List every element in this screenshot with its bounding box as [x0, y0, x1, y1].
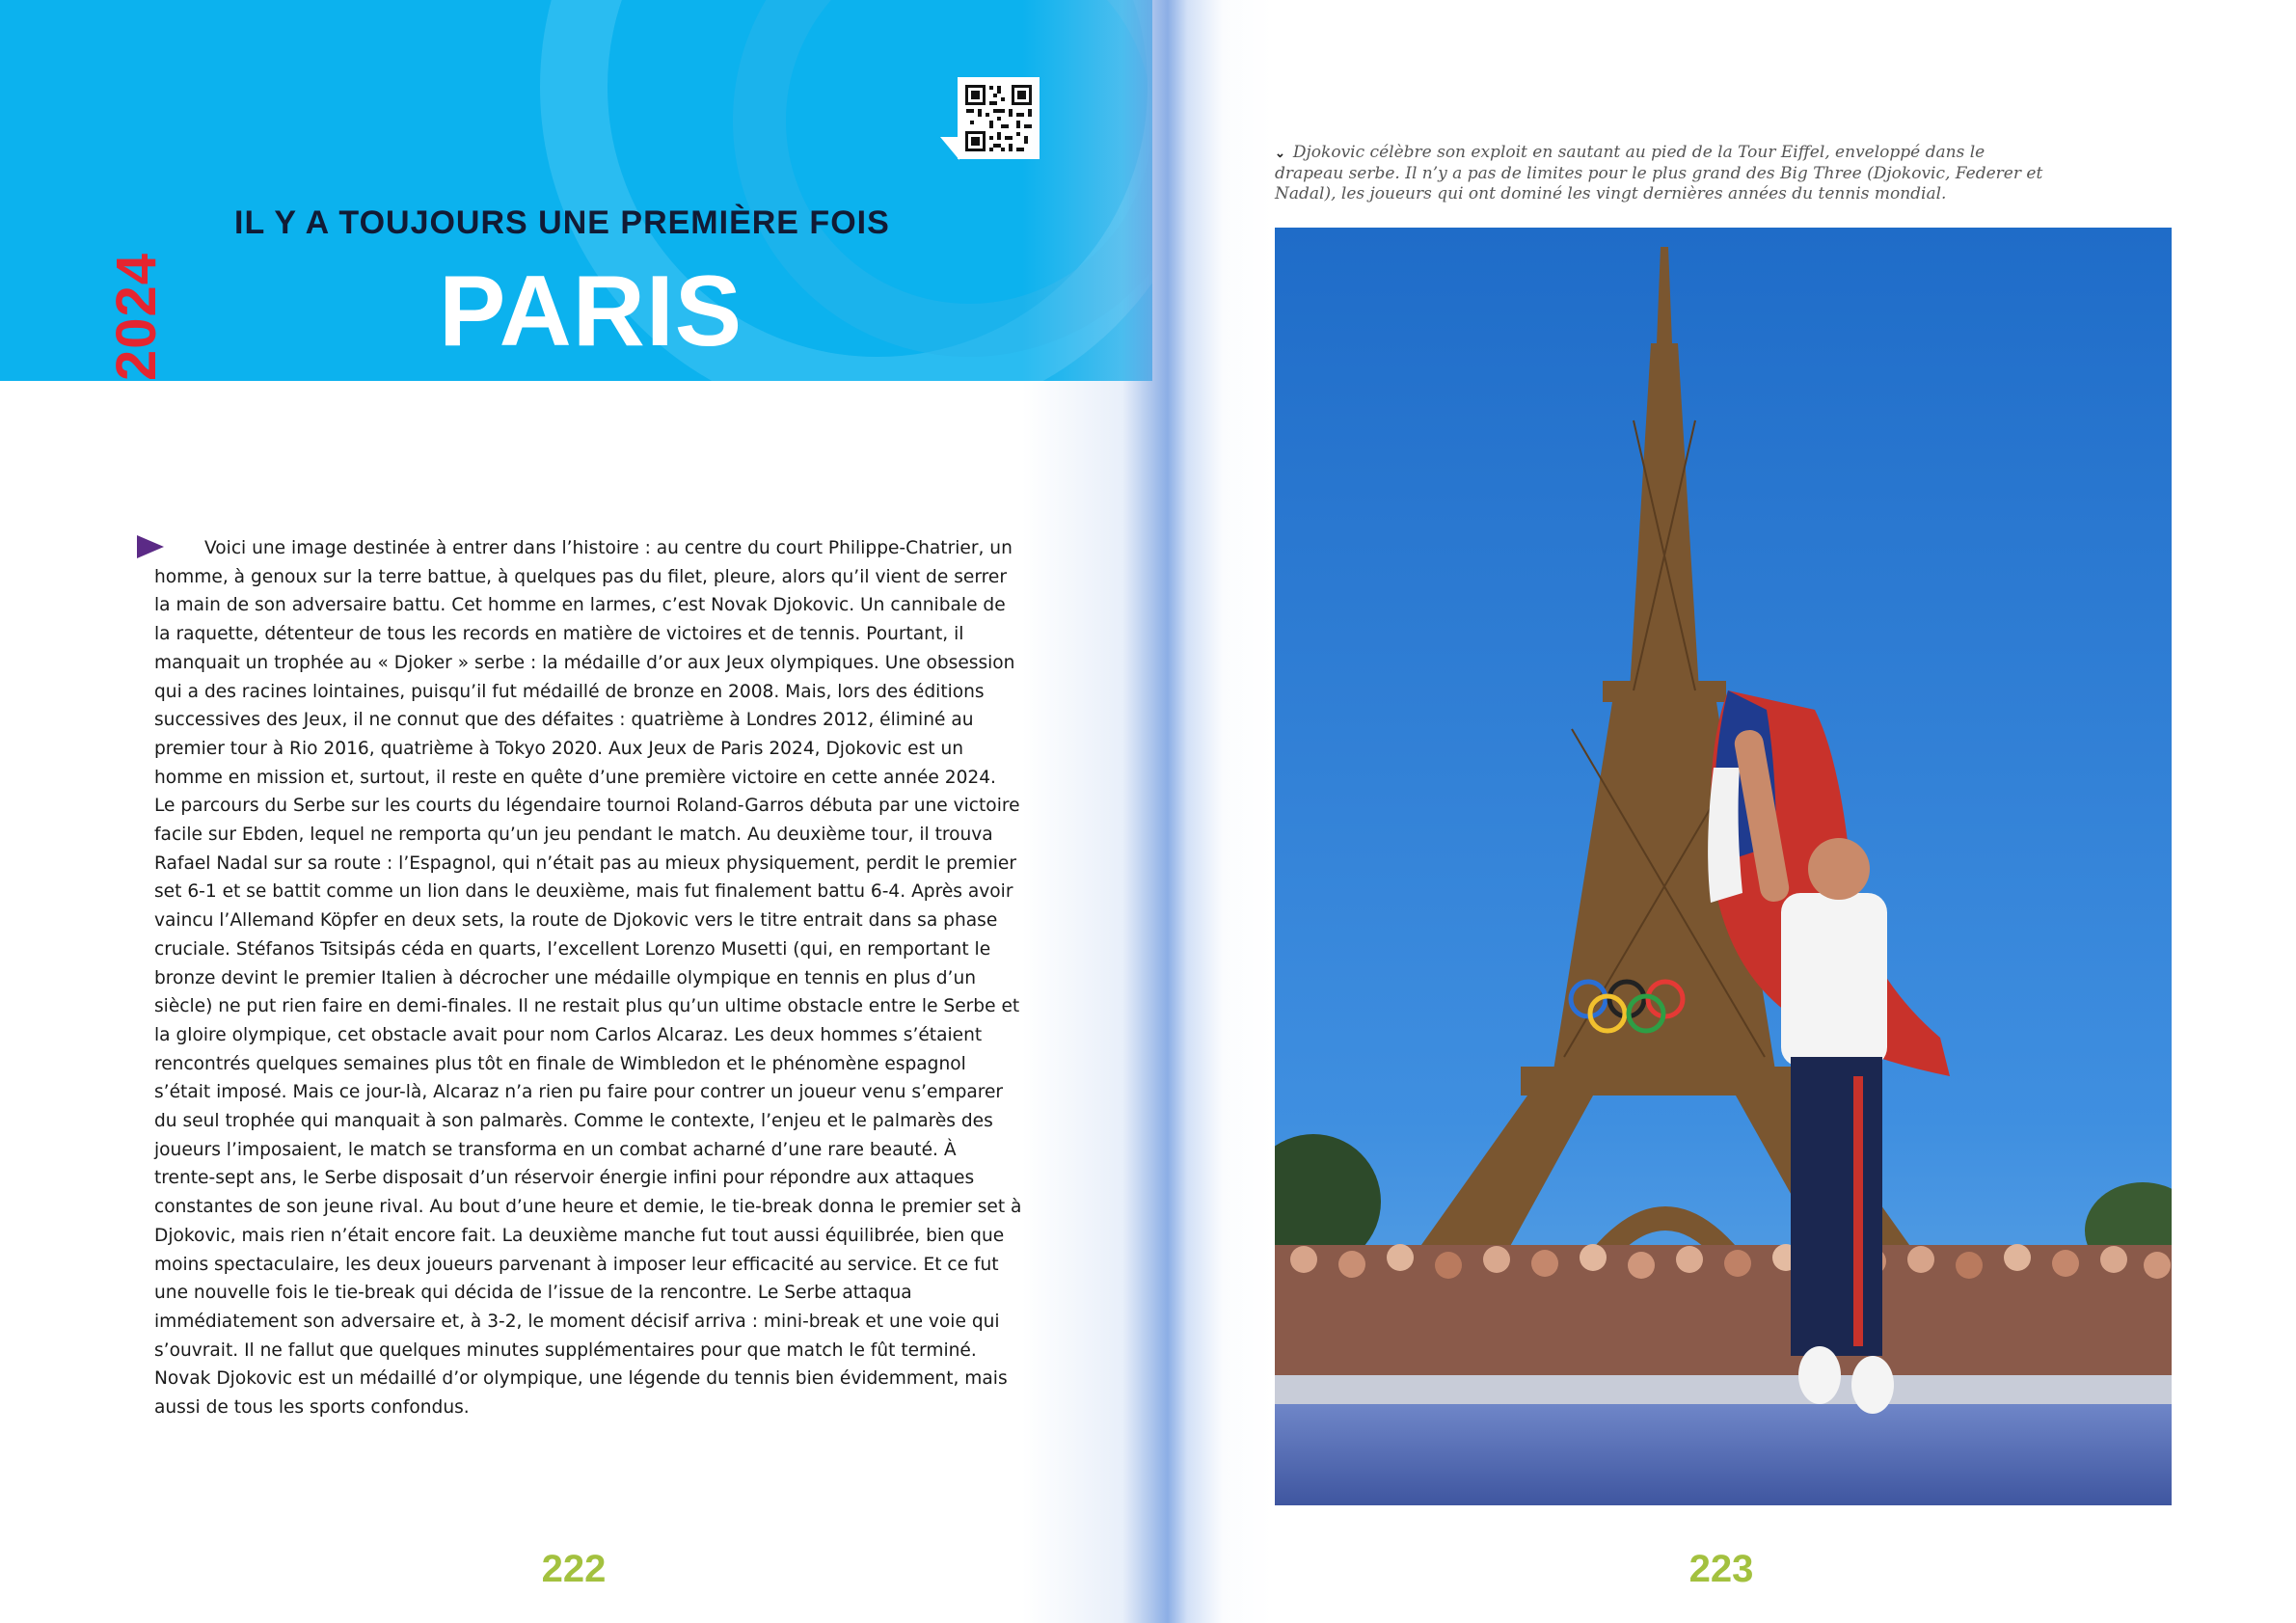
trousers	[1791, 1057, 1882, 1356]
flag-white	[1708, 768, 1742, 903]
barrier	[1275, 1375, 2172, 1404]
year-label: 2024	[105, 252, 168, 381]
shoe	[1798, 1346, 1841, 1404]
shoe	[1851, 1356, 1894, 1414]
photo-eiffel-djokovic	[1275, 228, 2172, 1505]
trouser-stripe	[1853, 1076, 1863, 1346]
chevron-down-icon: ⌄	[1275, 147, 1285, 161]
page-number-right: 223	[1688, 1548, 1754, 1590]
qr-speech-tail	[940, 137, 959, 160]
shirt	[1781, 893, 1887, 1067]
page-number-left: 222	[541, 1548, 607, 1590]
page-title: PARIS	[439, 256, 743, 367]
head	[1808, 838, 1870, 900]
photo-illustration	[1275, 228, 2172, 1505]
qr-code-graphic	[958, 77, 1040, 159]
photo-caption-text: Djokovic célèbre son exploit en sautant au pied de la Tour Eiffel, enveloppé dans le drapeau serbe. Il n’y a pas de limites pour le plus grand des Big Three (Djokovic, Federer et Nadal), les joueurs qui ont dominé les vingt dernières années du tennis mondial.	[1275, 143, 2043, 203]
article-body-text: Voici une image destinée à entrer dans l’histoire : au centre du court Philippe-Chatrier, un homme, à genoux sur la terre battue, à quelques pas du filet, pleure, alors qu’il vient de serrer la main de son adversaire battu. Cet homme en larmes, c’est Novak Djokovic. Un cannibale de la raquette, détenteur de tous les records en matière de victoires et de tennis. Pourtant, il manquait un trophée au « Djoker » serbe : la médaille d’or aux Jeux olympiques. Une obsession qui a des racines lointaines, puisqu’il fut médaillé de bronze en 2008. Mais, lors des éditions successives des Jeux, il ne connut que des défaites : quatrième à Londres 2012, éliminé au premier tour à Rio 2016, quatrième à Tokyo 2020. Aux Jeux de Paris 2024, Djokovic est un homme en mission et, surtout, il reste en quête d’une première victoire en cette année 2024. Le parcours du Serbe sur les courts du légendaire tournoi Roland-Garros débuta par une victoire facile sur Ebden, lequel ne remporta qu’un jeu pendant le match. Au deuxième tour, il trouva Rafael Nadal sur sa route : l’Espagnol, qui n’était pas au mieux physiquement, perdit le premier set 6-1 et se battit comme un lion dans le deuxième, mais fut finalement battu 6-4. Après avoir vaincu l’Allemand Köpfer en deux sets, la route de Djokovic vers le titre entrait dans sa phase cruciale. Stéfanos Tsitsipás céda en quarts, l’excellent Lorenzo Musetti (qui, en remportant le bronze devint le premier Italien à décrocher une médaille olympique en tennis en plus d’un siècle) ne put rien faire en demi-finales. Il ne restait plus qu’un ultime obstacle entre le Serbe et la gloire olympique, cet obstacle avait pour nom Carlos Alcaraz. Les deux hommes s’étaient rencontrés quelques semaines plus tôt en finale de Wimbledon et le phénomène espagnol s’était imposé. Mais ce jour-là, Alcaraz n’a rien pu faire pour contrer un joueur venu s’emparer du seul trophée qui manquait à son palmarès. Comme le contexte, l’enjeu et le palmarès des joueurs l’imposaient, le match se transforma en un combat acharné d’une rare beauté. À trente-sept ans, le Serbe disposait d’un réservoir énergie infini pour répondre aux attaques constantes de son jeune rival. Au bout d’une heure et demie, le tie-break donna le premier set à Djokovic, mais rien n’était encore fait. La deuxième manche fut tout aussi équilibrée, bien que moins spectaculaire, les deux joueurs parvenant à imposer leur efficacité au service. Et ce fut une nouvelle fois le tie-break qui décida de l’issue de la rencontre. Le Serbe attaqua immédiatement son adversaire et, à 3-2, le moment décisif arriva : mini-break et une voie qui s’ouvrait. Il ne fallut que quelques minutes supplémentaires pour que match le fût terminé. Novak Djokovic est un médaillé d’or olympique, une légende du tennis bien évidemment, mais aussi de tous les sports confondus.	[154, 538, 1022, 1419]
article-body	[154, 534, 1022, 1422]
header-band	[0, 0, 1152, 381]
stage	[1275, 1404, 2172, 1505]
page-kicker: IL Y A TOUJOURS UNE PREMIÈRE FOIS	[234, 204, 890, 241]
qr-code-icon[interactable]	[958, 77, 1040, 159]
photo-caption	[1275, 143, 2046, 204]
